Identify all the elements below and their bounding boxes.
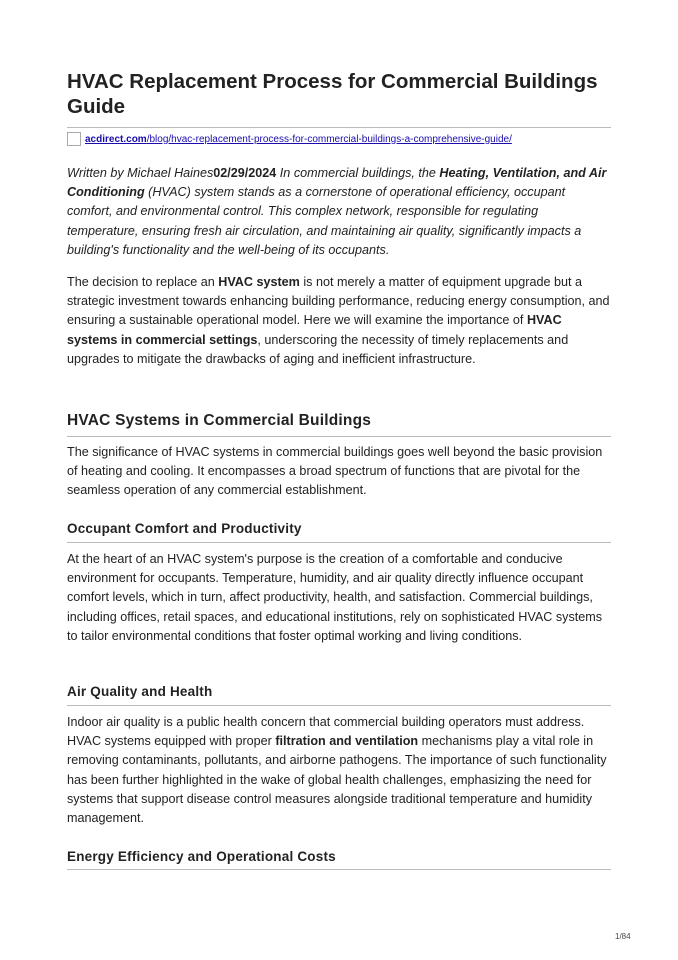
source-link[interactable] xyxy=(85,134,512,145)
paragraph-hvac-significance: The significance of HVAC systems in commercial buildings goes well beyond the basic provision of heating and cooling. It encompasses a broad spectrum of functions that are pivotal for the seamless operation of any commercial establishment. xyxy=(67,445,603,498)
section-divider xyxy=(67,542,611,543)
source-link-row xyxy=(67,131,512,147)
section-heading-occupant-comfort: Occupant Comfort and Productivity xyxy=(67,521,302,536)
section-divider xyxy=(67,705,611,706)
source-path: /blog/hvac-replacement-process-for-commercial-buildings-a-comprehensive-guide/ xyxy=(146,133,512,145)
section-heading-air-quality: Air Quality and Health xyxy=(67,684,213,699)
section-heading-hvac-systems: HVAC Systems in Commercial Buildings xyxy=(67,412,372,429)
section-divider xyxy=(67,869,611,870)
page-title: HVAC Replacement Process for Commercial Buildings Guide xyxy=(67,70,598,118)
source-domain: acdirect.com xyxy=(85,133,147,145)
author-byline: Written by Michael Haines xyxy=(67,166,214,180)
title-divider xyxy=(67,127,611,128)
section-divider xyxy=(67,436,611,437)
paragraph-replacement-decision: The decision to replace an HVAC system is not merely a matter of equipment upgrade but a strategic investment towards enhancing building performance, reducing energy consumption, and ensuring a sustainable operational model. Here we will examine the importance of HVAC systems in commercial settings, underscoring the necessity of timely replacements and upgrades to mitigate the drawbacks of aging and inefficient infrastructure. xyxy=(67,275,610,366)
paragraph-occupant-comfort: At the heart of an HVAC system's purpose is the creation of a comfortable and conducive environment for occupants. Temperature, humidity, and air quality directly influence occupant comfort levels, which in turn, affect productivity, health, and satisfaction. Commercial buildings, including offices, retail spaces, and educational institutions, rely on sophisticated HVAC systems to tailor environmental conditions that foster optimal working and living conditions. xyxy=(67,552,603,643)
page-number: 1/84 xyxy=(615,932,631,941)
intro-paragraph: Written by Michael Haines02/29/2024 In commercial buildings, the Heating, Ventilation, and Air Conditioning (HVAC) system stands as a cornerstone of operational efficiency, occupant comfort, and environmental control. This complex network, responsible for regulating temperature, ensuring fresh air circulation, and maintaining air quality, significantly impacts a building's functionality and the well-being of its occupants. xyxy=(67,166,607,257)
section-heading-energy-efficiency: Energy Efficiency and Operational Costs xyxy=(67,849,336,864)
publish-date: 02/29/2024 xyxy=(213,166,277,180)
favicon-placeholder-icon xyxy=(67,132,81,146)
paragraph-air-quality: Indoor air quality is a public health concern that commercial building operators must address. HVAC systems equipped with proper filtration and ventilation mechanisms play a vital role in removing contaminants, pollutants, and airborne pathogens. The importance of such functionality has been further highlighted in the wake of global health challenges, emphasizing the need for systems that support disease control measures alongside traditional temperature and humidity management. xyxy=(67,715,607,826)
